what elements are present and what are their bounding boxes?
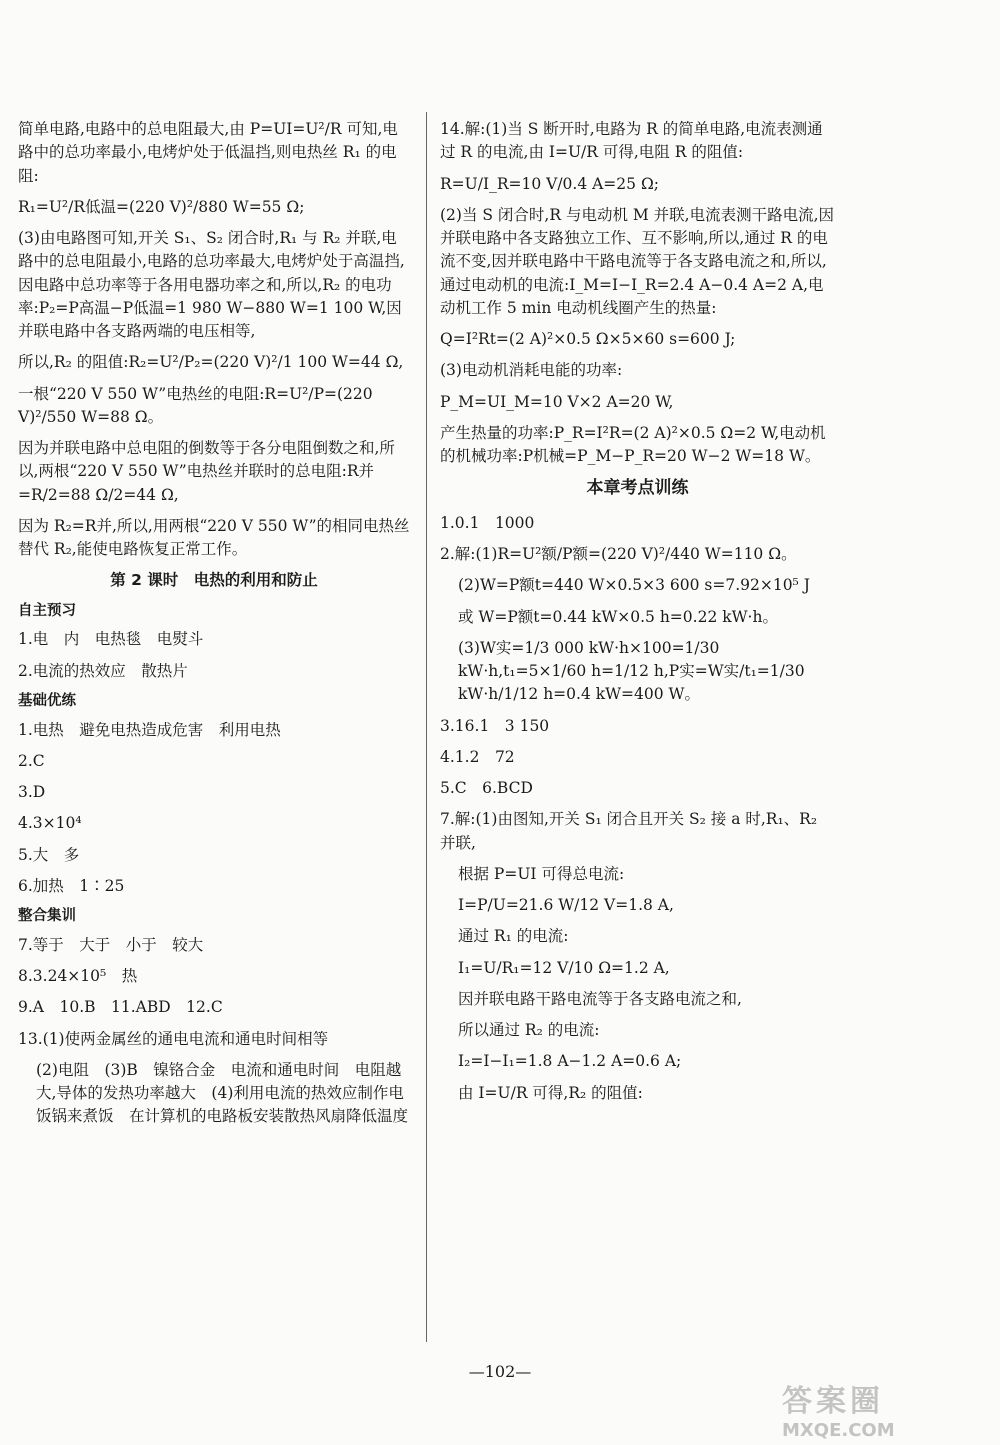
left-column [18, 118, 410, 1137]
column-divider [426, 112, 427, 1342]
section-heading-basic: 基础优练 [18, 692, 76, 709]
q14-line: R=U/I_R=10 V/0.4 A=25 Ω; [440, 174, 660, 193]
q14-line: P_M=UI_M=10 V×2 A=20 W, [440, 392, 674, 411]
q14-line: 14.解:(1)当 S 断开时,电路为 R 的简单电路,电流表测通过 R 的电流,由 I=U/R 可得,电阻 R 的阻值: [440, 120, 823, 162]
left-line-4: 一根“220 V 550 W”电热丝的电阻:R=U²/P=(220 V)²/550 W=88 Ω。 [18, 384, 378, 426]
chapter-answer: 由 I=U/R 可得,R₂ 的阻值: [458, 1083, 643, 1102]
chapter-answer: I₂=I−I₁=1.8 A−1.2 A=0.6 A; [458, 1052, 682, 1071]
chapter-answer: I=P/U=21.6 W/12 V=1.8 A, [458, 896, 674, 914]
integrated-answer: (2)电阻 (3)B 镍铬合金 电流和通电时间 电阻越大,导体的发热功率越大 (4)利用电流的热效应制作电饭锅来煮饭 在计算机的电路板安装散热风扇降低温度 [36, 1060, 409, 1126]
watermark-cn: 答案圈 [782, 1384, 884, 1419]
right-column [440, 118, 835, 1113]
watermark-logo [782, 1376, 972, 1441]
chapter-answer: 根据 P=UI 可得总电流: [458, 864, 625, 883]
pre-answer: 2.电流的热效应 散热片 [18, 661, 188, 680]
basic-answer: 2.C [18, 751, 45, 770]
lesson-title: 第 2 课时 电热的利用和防止 [110, 571, 318, 590]
watermark-en: MXQE.COM [782, 1420, 895, 1441]
chapter-answer: 因并联电路干路电流等于各支路电流之和, [458, 989, 742, 1008]
basic-answer: 4.3×10⁴ [18, 814, 82, 833]
pre-answer: 1.电 内 电热毯 电熨斗 [18, 630, 204, 649]
integrated-answer: 13.(1)使两金属丝的通电电流和通电时间相等 [18, 1029, 329, 1048]
chapter-answer: 3.16.1 3 150 [440, 716, 550, 735]
chapter-answer: 1.0.1 1000 [440, 513, 535, 532]
chapter-answer: 所以通过 R₂ 的电流: [458, 1021, 600, 1039]
left-line-0: 简单电路,电路中的总电阻最大,由 P=UI=U²/R 可知,电路中的总功率最小,电烤炉处于低温挡,则电热丝 R₁ 的电阻: [18, 120, 398, 185]
left-line-3: 所以,R₂ 的阻值:R₂=U²/P₂=(220 V)²/1 100 W=44 Ω, [18, 353, 404, 372]
section-heading-preview: 自主预习 [18, 602, 76, 619]
basic-answer: 1.电热 避免电热造成危害 利用电热 [18, 720, 281, 739]
chapter-answer: 2.解:(1)R=U²额/P额=(220 V)²/440 W=110 Ω。 [440, 545, 797, 563]
section-heading-integrated: 整合集训 [18, 908, 76, 924]
basic-answer: 6.加热 1∶25 [18, 876, 125, 895]
integrated-answer: 7.等于 大于 小于 较大 [18, 935, 204, 954]
integrated-answer: 9.A 10.B 11.ABD 12.C [18, 998, 223, 1017]
chapter-answer: I₁=U/R₁=12 V/10 Ω=1.2 A, [458, 958, 670, 977]
chapter-answer: 4.1.2 72 [440, 747, 515, 766]
page-number: —102— [468, 1362, 532, 1381]
left-line-1: R₁=U²/R低温=(220 V)²/880 W=55 Ω; [18, 197, 305, 216]
left-line-6: 因为 R₂=R并,所以,用两根“220 V 550 W”的相同电热丝替代 R₂,能使电路恢复正常工作。 [18, 516, 410, 558]
chapter-answer: 7.解:(1)由图知,开关 S₁ 闭合且开关 S₂ 接 a 时,R₁、R₂ 并联, [440, 810, 822, 852]
q14-line: (2)当 S 闭合时,R 与电动机 M 并联,电流表测干路电流,因并联电路中各支路独立工作、互不影响,所以,通过 R 的电流不变,因并联电路中干路电流等于各支路电流之和,所以,通过电动机的电流:I_M=I−I_R=2.4 A−0.4 A=2 A,电动机工作 5 min 电动机线圈产生的热量: [440, 205, 835, 317]
q14-line: Q=I²Rt=(2 A)²×0.5 Ω×5×60 s=600 J; [440, 330, 736, 348]
basic-answer: 5.大 多 [18, 845, 80, 864]
left-line-5: 因为并联电路中总电阻的倒数等于各分电阻倒数之和,所以,两根“220 V 550 W”电热丝并联时的总电阻:R并=R/2=88 Ω/2=44 Ω, [18, 439, 395, 504]
left-line-2: (3)由电路图可知,开关 S₁、S₂ 闭合时,R₁ 与 R₂ 并联,电路中的总电阻最小,电路的总功率最大,电烤炉处于高温挡,因电路中总功率等于各用电器功率之和,所以,R₂ 的电功率:P₂=P高温−P低温=1 980 W−880 W=1 100 W,因并联电路中各支路两端的电压相等, [18, 229, 405, 340]
chapter-answer: (3)W实=1/3 000 kW·h×100=1/30 kW·h,t₁=5×1/60 h=1/12 h,P实=W实/t₁=1/30 kW·h/1/12 h=0.4 kW=400 W。 [458, 638, 810, 704]
chapter-answer: 通过 R₁ 的电流: [458, 927, 569, 946]
q14-line: 产生热量的功率:P_R=I²R=(2 A)²×0.5 Ω=2 W,电动机的机械功率:P机械=P_M−P_R=20 W−2 W=18 W。 [440, 423, 826, 465]
integrated-answer: 8.3.24×10⁵ 热 [18, 967, 138, 985]
q14-line: (3)电动机消耗电能的功率: [440, 361, 623, 380]
chapter-answer: 或 W=P额t=0.44 kW×0.5 h=0.22 kW·h。 [458, 607, 778, 626]
chapter-title: 本章考点训练 [586, 478, 689, 499]
chapter-answer: (2)W=P额t=440 W×0.5×3 600 s=7.92×10⁵ J [458, 576, 810, 595]
chapter-answer: 5.C 6.BCD [440, 779, 533, 797]
basic-answer: 3.D [18, 783, 46, 801]
